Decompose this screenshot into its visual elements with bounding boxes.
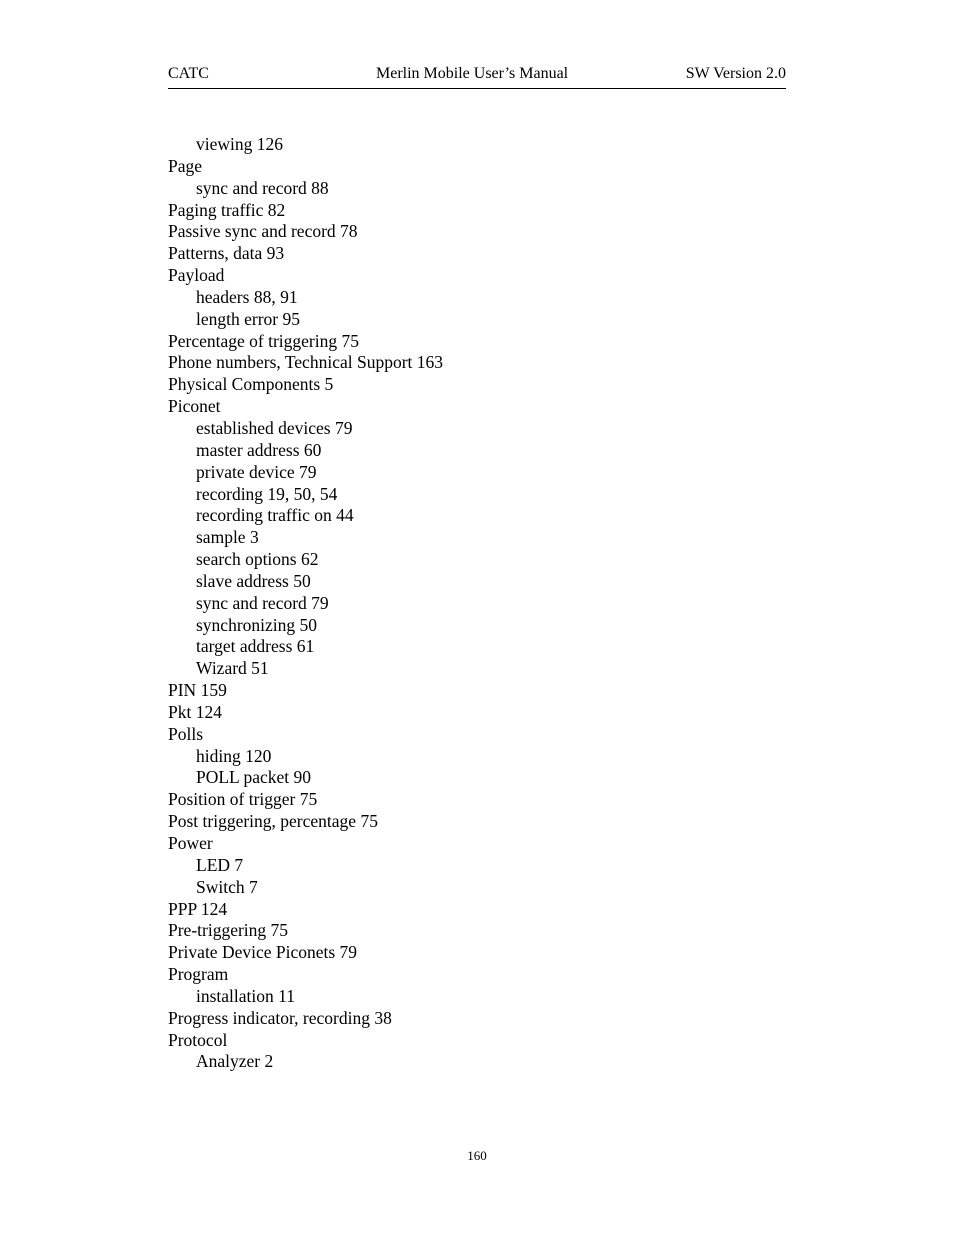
index-entry: Power [168, 833, 213, 853]
index-entry: Pkt 124 [168, 701, 222, 722]
index-subentry: slave address 50 [196, 570, 311, 591]
page-number: 160 [467, 1148, 487, 1163]
index-entry: Physical Components 5 [168, 374, 334, 395]
index-subentry: LED 7 [196, 854, 244, 875]
index-entry: Program [168, 964, 229, 985]
index-entry: Pre-triggering 75 [168, 920, 289, 941]
index-subentry: hiding 120 [196, 745, 272, 766]
index-entry: PIN 159 [168, 680, 227, 701]
index-subentry: headers 88, 91 [196, 286, 298, 307]
index-subentry: search options 62 [196, 549, 319, 570]
index-subentry: viewing 126 [196, 134, 284, 154]
page-header [168, 64, 786, 89]
header-company: CATC [168, 65, 209, 82]
index-subentry: target address 61 [196, 636, 315, 657]
header-version: SW Version 2.0 [685, 65, 786, 82]
index-entry: Polls [168, 723, 204, 744]
index-entry: Protocol [168, 1029, 228, 1050]
index-entry: Piconet [168, 396, 221, 417]
index-entry: Percentage of triggering 75 [168, 330, 359, 351]
index-entry: Payload [168, 265, 225, 286]
index-entry: Private Device Piconets 79 [168, 942, 358, 963]
index-subentry: master address 60 [196, 439, 322, 460]
index-entry: Progress indicator, recording 38 [168, 1007, 392, 1028]
index-subentry: Analyzer 2 [196, 1051, 274, 1072]
index-subentry: established devices 79 [196, 417, 353, 438]
index-entry: Patterns, data 93 [168, 243, 285, 264]
index-entry: Page [168, 155, 203, 176]
index-entry: Post triggering, percentage 75 [168, 811, 378, 832]
index-entry: Position of trigger 75 [168, 789, 318, 810]
header-manual-title: Merlin Mobile User’s Manual [376, 65, 569, 82]
index-subentry: sample 3 [196, 527, 259, 548]
index-list [168, 134, 768, 1073]
index-subentry: installation 11 [196, 985, 295, 1006]
index-subentry: Switch 7 [196, 876, 258, 897]
index-subentry: private device 79 [196, 461, 317, 482]
index-subentry: recording 19, 50, 54 [196, 483, 338, 504]
index-subentry: sync and record 88 [196, 177, 329, 198]
index-entry: Phone numbers, Technical Support 163 [168, 352, 444, 373]
index-subentry: Wizard 51 [196, 658, 269, 679]
index-entry: Paging traffic 82 [168, 199, 286, 220]
index-subentry: POLL packet 90 [196, 767, 312, 788]
index-subentry: recording traffic on 44 [196, 505, 354, 526]
index-subentry: synchronizing 50 [196, 614, 318, 635]
index-subentry: length error 95 [196, 308, 300, 329]
index-entry: Passive sync and record 78 [168, 221, 358, 242]
index-entry: PPP 124 [168, 898, 228, 919]
index-subentry: sync and record 79 [196, 592, 329, 613]
